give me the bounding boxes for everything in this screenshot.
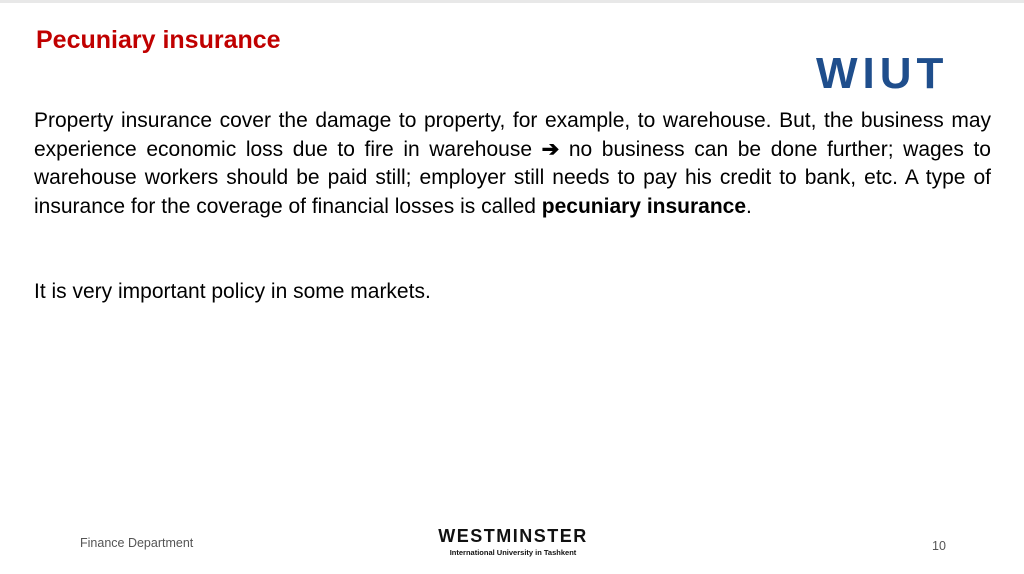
page-number: 10 [932,539,946,553]
footer-department: Finance Department [80,536,194,550]
body-paragraph [34,107,991,221]
bold-term: pecuniary insurance [541,194,747,218]
right-arrow-icon: ➔ [541,137,560,161]
paragraph-text-middle: no business can be done further; wages to warehouse workers should be paid still; employer still needs to pay his credit to bank, etc. A type of insurance for the coverage of financial losses is called [34,137,991,218]
second-paragraph: It is very important policy in some markets. [34,280,431,303]
wiut-logo: WIUT [816,49,949,98]
westminster-logo [433,526,593,558]
paragraph-text-start: Property insurance cover the damage to property, for example, to warehouse. But, the business may experience economic loss due to fire in warehouse [34,109,991,161]
westminster-logo-subtitle: International University in Tashkent [449,548,577,557]
westminster-logo-name: WESTMINSTER [438,526,588,546]
paragraph-end: . [746,194,752,218]
slide-title: Pecuniary insurance [36,26,281,54]
top-border [0,0,1024,3]
